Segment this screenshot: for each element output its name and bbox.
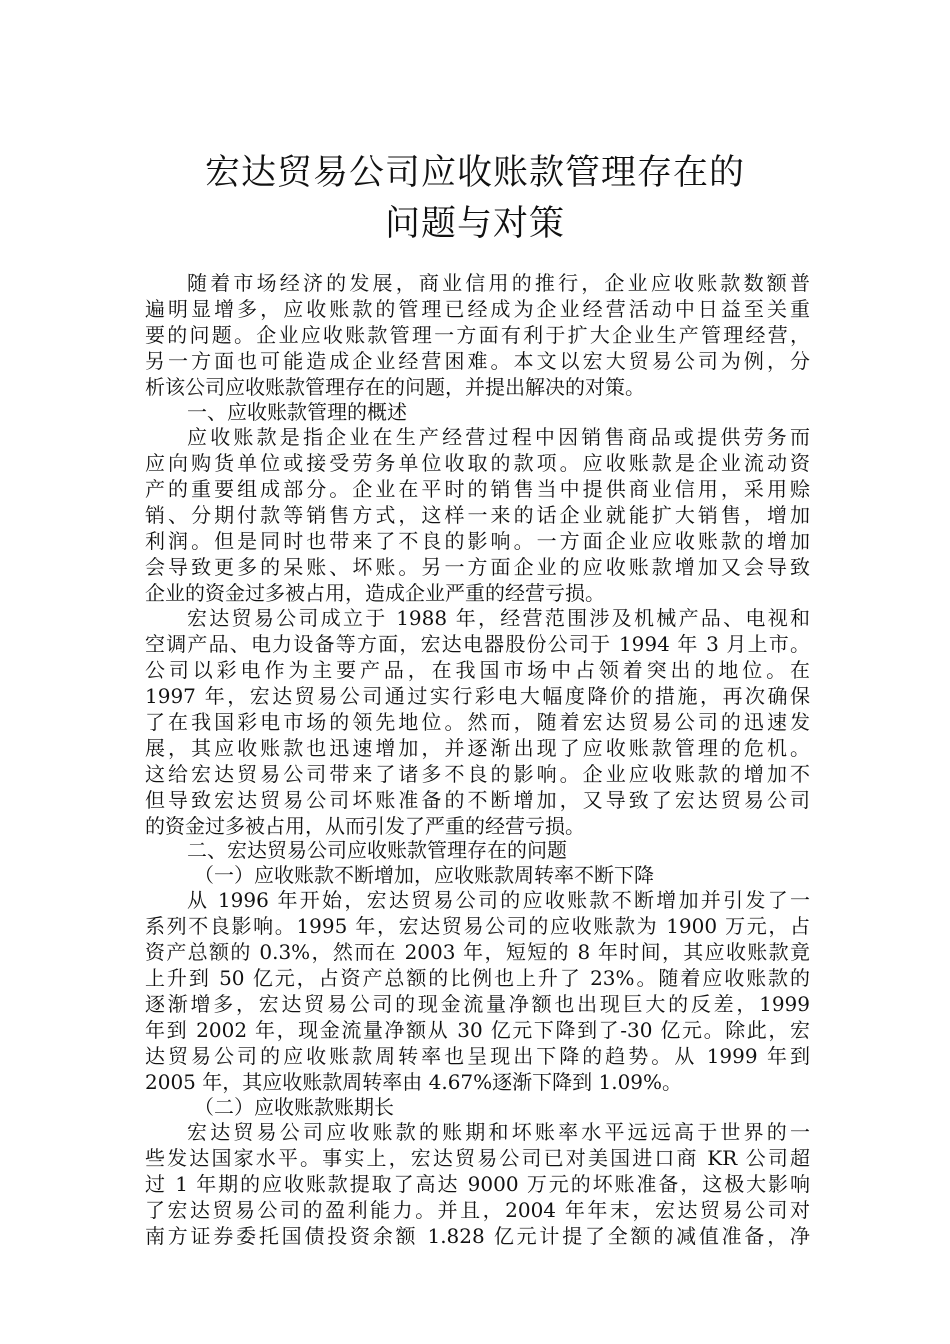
paragraph-line: 了在我国彩电市场的领先地位。然而，随着宏达贸易公司的迅速发 (145, 710, 810, 734)
paragraph-line: 产的重要组成部分。企业在平时的销售当中提供商业信用，采用赊 (145, 477, 810, 501)
paragraph-line: 宏达贸易公司成立于 1988 年，经营范围涉及机械产品、电视和 (187, 606, 810, 630)
paragraph-line: 展，其应收账款也迅速增加，并逐渐出现了应收账款管理的危机。 (145, 736, 810, 760)
section-heading: 一、应收账款管理的概述 (187, 400, 407, 424)
paragraph-line: 这给宏达贸易公司带来了诸多不良的影响。企业应收账款的增加不 (145, 762, 810, 786)
document-title-line-1: 宏达贸易公司应收账款管理存在的 (204, 153, 745, 193)
paragraph-line: 资产总额的 0.3%，然而在 2003 年，短短的 8 年时间，其应收账款竟 (145, 940, 810, 964)
paragraph-line: 利润。但是同时也带来了不良的影响。一方面企业应收账款的增加 (145, 529, 810, 553)
paragraph-line: 1997 年，宏达贸易公司通过实行彩电大幅度降价的措施，再次确保 (145, 684, 810, 708)
paragraph-line: 会导致更多的呆账、坏账。另一方面企业的应收账款增加又会导致 (145, 555, 810, 579)
paragraph-line: 公司以彩电作为主要产品，在我国市场中占领着突出的地位。在 (145, 658, 810, 682)
document-title-line-2: 问题与对策 (384, 204, 565, 244)
paragraph-line: 达贸易公司的应收账款周转率也呈现出下降的趋势。从 1999 年到 (145, 1044, 810, 1068)
section-heading: 二、宏达贸易公司应收账款管理存在的问题 (187, 838, 567, 862)
paragraph-line: 南方证券委托国债投资余额 1.828 亿元计提了全额的减值准备，净 (145, 1224, 810, 1248)
paragraph-line: 的资金过多被占用，从而引发了严重的经营亏损。 (145, 814, 585, 838)
paragraph-line: 随着市场经济的发展，商业信用的推行，企业应收账款数额普 (187, 271, 810, 295)
subsection-heading: （一）应收账款不断增加，应收账款周转率不断下降 (194, 863, 654, 887)
paragraph-line: 另一方面也可能造成企业经营困难。本文以宏大贸易公司为例，分 (145, 349, 810, 373)
paragraph-line: 空调产品、电力设备等方面，宏达电器股份公司于 1994 年 3 月上市。 (145, 632, 810, 656)
paragraph-line: 些发达国家水平。事实上，宏达贸易公司已对美国进口商 KR 公司超 (145, 1146, 810, 1170)
paragraph-line: 逐渐增多，宏达贸易公司的现金流量净额也出现巨大的反差，1999 (145, 992, 810, 1016)
paragraph-line: 企业的资金过多被占用，造成企业严重的经营亏损。 (145, 581, 605, 605)
paragraph-line: 系列不良影响。1995 年，宏达贸易公司的应收账款为 1900 万元，占 (145, 914, 810, 938)
paragraph-line: 了宏达贸易公司的盈利能力。并且，2004 年年末，宏达贸易公司对 (145, 1198, 810, 1222)
paragraph-line: 应收账款是指企业在生产经营过程中因销售商品或提供劳务而 (187, 425, 810, 449)
paragraph-line: 遍明显增多，应收账款的管理已经成为企业经营活动中日益至关重 (145, 297, 810, 321)
paragraph-line: 要的问题。企业应收账款管理一方面有利于扩大企业生产管理经营， (145, 323, 810, 347)
subsection-heading: （二）应收账款账期长 (194, 1095, 394, 1119)
paragraph-line: 上升到 50 亿元，占资产总额的比例也上升了 23%。随着应收账款的 (145, 966, 810, 990)
paragraph-line: 2005 年，其应收账款周转率由 4.67%逐渐下降到 1.09%。 (145, 1070, 683, 1094)
paragraph-line: 宏达贸易公司应收账款的账期和坏账率水平远远高于世界的一 (187, 1120, 810, 1144)
paragraph-line: 从 1996 年开始，宏达贸易公司的应收账款不断增加并引发了一 (187, 888, 810, 912)
paragraph-line: 销、分期付款等销售方式，这样一来的话企业就能扩大销售，增加 (145, 503, 810, 527)
paragraph-line: 但导致宏达贸易公司坏账准备的不断增加，又导致了宏达贸易公司 (145, 788, 810, 812)
paragraph-line: 过 1 年期的应收账款提取了高达 9000 万元的坏账准备，这极大影响 (145, 1172, 810, 1196)
paragraph-line: 析该公司应收账款管理存在的问题，并提出解决的对策。 (145, 375, 645, 399)
paragraph-line: 应向购货单位或接受劳务单位收取的款项。应收账款是企业流动资 (145, 451, 810, 475)
paragraph-line: 年到 2002 年，现金流量净额从 30 亿元下降到了-30 亿元。除此，宏 (145, 1018, 810, 1042)
